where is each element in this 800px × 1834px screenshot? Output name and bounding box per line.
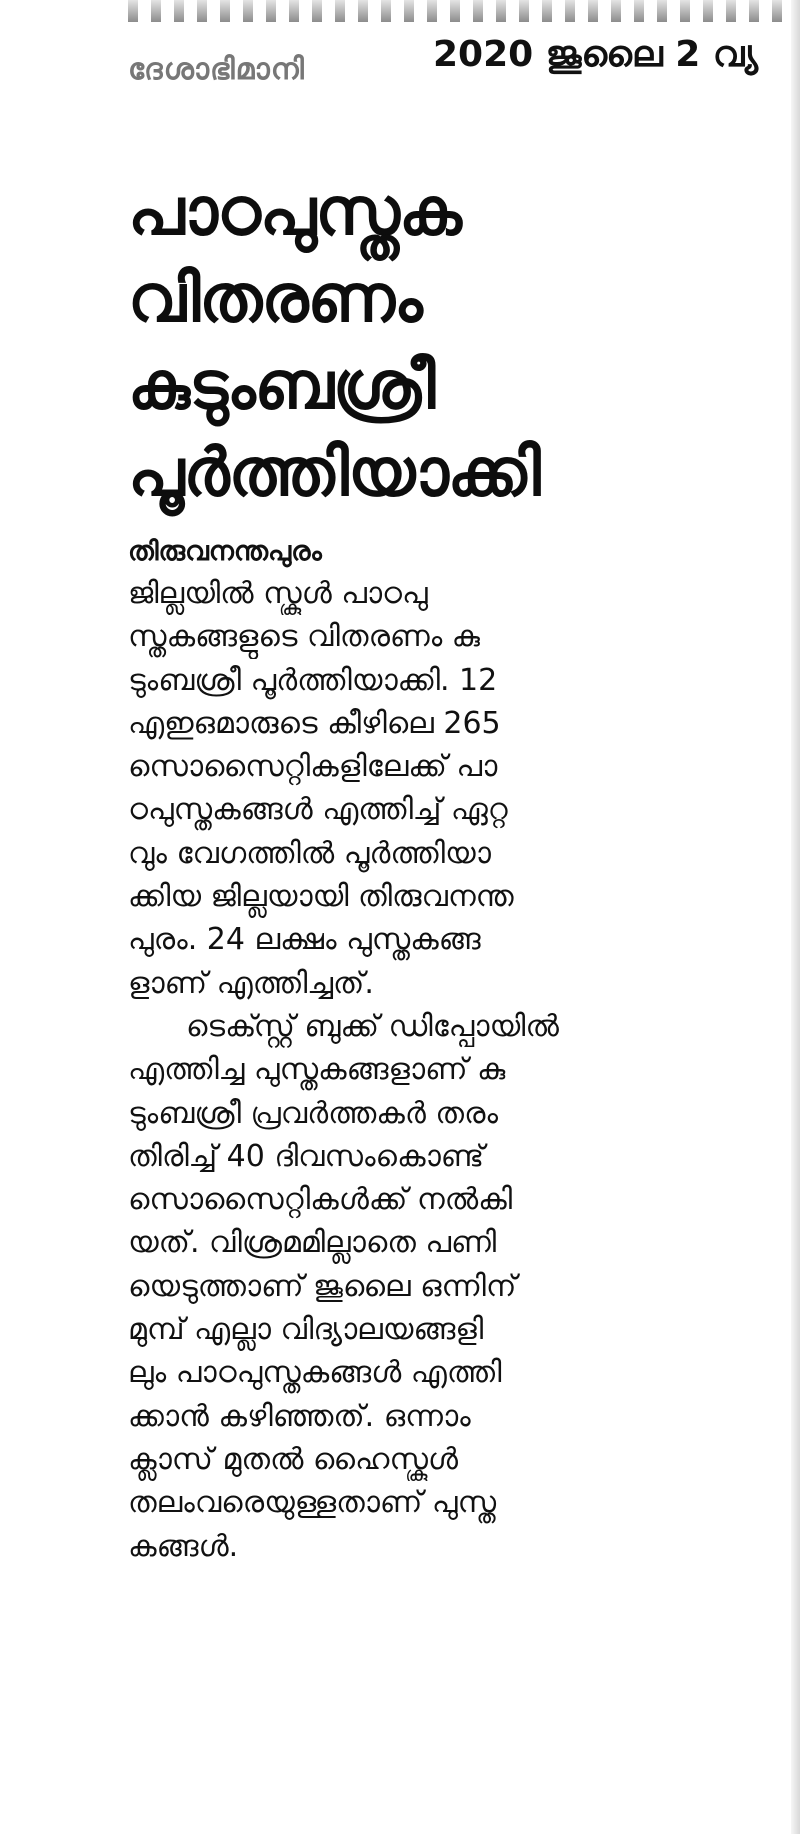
- edge-mark: [611, 0, 621, 22]
- edge-mark: [128, 0, 138, 22]
- edge-mark: [289, 0, 299, 22]
- headline-line: പൂർത്തിയാക്കി: [128, 434, 540, 511]
- headline-line: വിതരണം: [128, 260, 422, 337]
- body-line: ടെക്സ്റ്റ് ബുക്ക് ഡിപ്പോയിൽ: [186, 1008, 559, 1044]
- page-right-edge: [791, 0, 800, 1834]
- edge-mark: [772, 0, 782, 22]
- body-line: ഠപുസ്തകങ്ങൾ എത്തിച്ച് ഏറ്റ: [128, 792, 508, 828]
- body-line: ക്കിയ ജില്ലയായി തിരുവനന്ത: [128, 879, 514, 915]
- headline-line: പാഠപുസ്തക: [128, 173, 461, 250]
- edge-mark: [634, 0, 644, 22]
- edge-mark: [243, 0, 253, 22]
- body-line: യെടുത്താണ് ജൂലൈ ഒന്നിന്: [128, 1268, 517, 1304]
- body-line: ടുംബശ്രീ പ്രവർത്തകർ തരം: [128, 1095, 499, 1131]
- edge-mark: [657, 0, 667, 22]
- body-line: സൊസൈറ്റികളിലേക്ക് പാ: [128, 749, 498, 785]
- edge-mark: [542, 0, 552, 22]
- dateline-place: തിരുവനന്തപുരം: [128, 536, 322, 567]
- edge-mark: [197, 0, 207, 22]
- body-line: സൊസൈറ്റികൾക്ക് നൽകി: [128, 1182, 513, 1218]
- body-line: യത്. വിശ്രമമില്ലാതെ പണി: [128, 1225, 497, 1261]
- edge-mark: [404, 0, 414, 22]
- edge-mark: [151, 0, 161, 22]
- edge-mark: [381, 0, 391, 22]
- body-line: ക്ലാസ് മുതൽ ഹൈസ്കൂൾ: [128, 1441, 459, 1477]
- body-line: ലും പാഠപുസ്തകങ്ങൾ എത്തി: [128, 1355, 502, 1391]
- body-line: ക്കാൻ കഴിഞ്ഞത്. ഒന്നാം: [128, 1398, 471, 1434]
- body-line: തിരിച്ച് 40 ദിവസംകൊണ്ട്: [128, 1138, 485, 1174]
- article-body: [128, 532, 706, 1568]
- edge-mark: [588, 0, 598, 22]
- body-line: തലംവരെയുള്ളതാണ് പുസ്ത: [128, 1485, 497, 1521]
- body-line: കങ്ങൾ.: [128, 1528, 239, 1564]
- body-line: പുരം. 24 ലക്ഷം പുസ്തകങ്ങ: [128, 922, 481, 958]
- edge-mark: [496, 0, 506, 22]
- body-line: മുമ്പ് എല്ലാ വിദ്യാലയങ്ങളി: [128, 1312, 484, 1348]
- edge-mark: [680, 0, 690, 22]
- body-line: ളാണ് എത്തിച്ചത്.: [128, 965, 374, 1001]
- body-line: എത്തിച്ച പുസ്തകങ്ങളാണ് കു: [128, 1052, 506, 1088]
- newspaper-header: [128, 34, 800, 106]
- edge-mark: [450, 0, 460, 22]
- date-line: 2020 ജൂലൈ 2 വ്യ: [433, 34, 758, 75]
- edge-mark: [749, 0, 759, 22]
- edge-mark: [220, 0, 230, 22]
- edge-mark: [174, 0, 184, 22]
- headline: [128, 168, 788, 516]
- masthead: ദേശാഭിമാനി: [128, 52, 305, 87]
- edge-mark: [358, 0, 368, 22]
- body-line: ജില്ലയിൽ സ്കൂൾ പാഠപു: [128, 576, 428, 611]
- edge-mark: [519, 0, 529, 22]
- edge-mark: [703, 0, 713, 22]
- body-line: എഇഒമാരുടെ കീഴിലെ 265: [128, 705, 501, 741]
- page-top-edge: [128, 0, 800, 24]
- edge-mark: [565, 0, 575, 22]
- edge-mark: [312, 0, 322, 22]
- headline-line: കുടുംബശ്രീ: [128, 347, 435, 424]
- edge-mark: [473, 0, 483, 22]
- body-line: ടുംബശ്രീ പൂർത്തിയാക്കി. 12: [128, 662, 498, 698]
- edge-mark: [427, 0, 437, 22]
- edge-mark: [335, 0, 345, 22]
- edge-mark: [266, 0, 276, 22]
- body-line: സ്തകങ്ങളുടെ വിതരണം കു: [128, 619, 480, 655]
- edge-mark: [726, 0, 736, 22]
- body-line: വും വേഗത്തിൽ പൂർത്തിയാ: [128, 835, 491, 871]
